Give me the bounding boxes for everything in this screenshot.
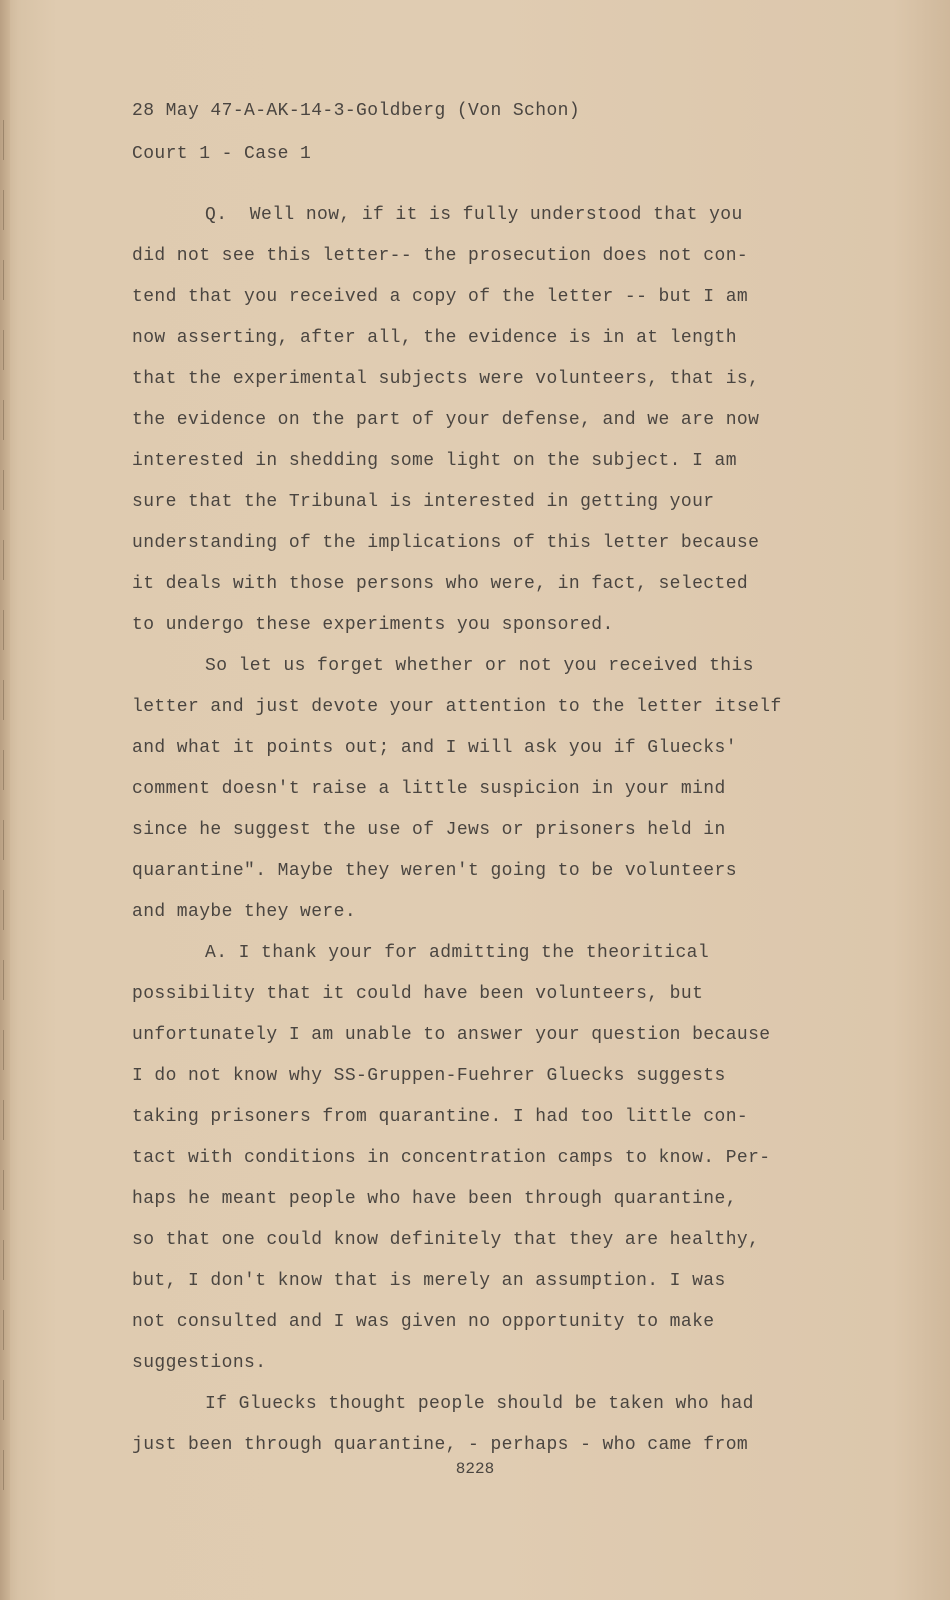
text-line: interested in shedding some light on the subject. I am	[132, 451, 737, 471]
header-court: Court 1 - Case 1	[132, 144, 312, 164]
text-line: that the experimental subjects were volunteers, that is,	[132, 369, 760, 389]
text-line: Q. Well now, if it is fully understood that you	[205, 205, 743, 225]
text-line: A. I thank your for admitting the theoritical	[205, 943, 710, 963]
text-line: just been through quarantine, - perhaps - who came from	[132, 1435, 749, 1455]
text-line: since he suggest the use of Jews or prisoners held in	[132, 820, 726, 840]
text-line: so that one could know definitely that they are healthy,	[132, 1230, 760, 1250]
page-number: 8228	[455, 1460, 495, 1478]
text-line: sure that the Tribunal is interested in getting your	[132, 492, 715, 512]
text-line: comment doesn't raise a little suspicion in your mind	[132, 779, 726, 799]
text-line: suggestions.	[132, 1353, 267, 1373]
text-line: now asserting, after all, the evidence is in at length	[132, 328, 737, 348]
text-line: letter and just devote your attention to the letter itself	[132, 697, 782, 717]
text-line: possibility that it could have been volunteers, but	[132, 984, 704, 1004]
text-line: did not see this letter-- the prosecution does not con-	[132, 246, 749, 266]
text-line: So let us forget whether or not you received this	[205, 656, 754, 676]
text-line: unfortunately I am unable to answer your question because	[132, 1025, 771, 1045]
text-line: haps he meant people who have been through quarantine,	[132, 1189, 737, 1209]
header-ref: 28 May 47-A-AK-14-3-Goldberg (Von Schon)	[132, 101, 581, 121]
text-line: quarantine". Maybe they weren't going to be volunteers	[132, 861, 737, 881]
text-line: I do not know why SS-Gruppen-Fuehrer Gluecks suggests	[132, 1066, 726, 1086]
text-line: If Gluecks thought people should be taken who had	[205, 1394, 754, 1414]
text-line: it deals with those persons who were, in fact, selected	[132, 574, 749, 594]
text-line: to undergo these experiments you sponsored.	[132, 615, 614, 635]
text-line: not consulted and I was given no opportunity to make	[132, 1312, 715, 1332]
text-line: tact with conditions in concentration camps to know. Per-	[132, 1148, 771, 1168]
text-line: and maybe they were.	[132, 902, 357, 922]
text-line: the evidence on the part of your defense, and we are now	[132, 410, 760, 430]
text-line: and what it points out; and I will ask you if Gluecks'	[132, 738, 737, 758]
text-line: but, I don't know that is merely an assumption. I was	[132, 1271, 726, 1291]
text-line: taking prisoners from quarantine. I had too little con-	[132, 1107, 749, 1127]
text-line: understanding of the implications of this letter because	[132, 533, 760, 553]
text-line: tend that you received a copy of the letter -- but I am	[132, 287, 749, 307]
